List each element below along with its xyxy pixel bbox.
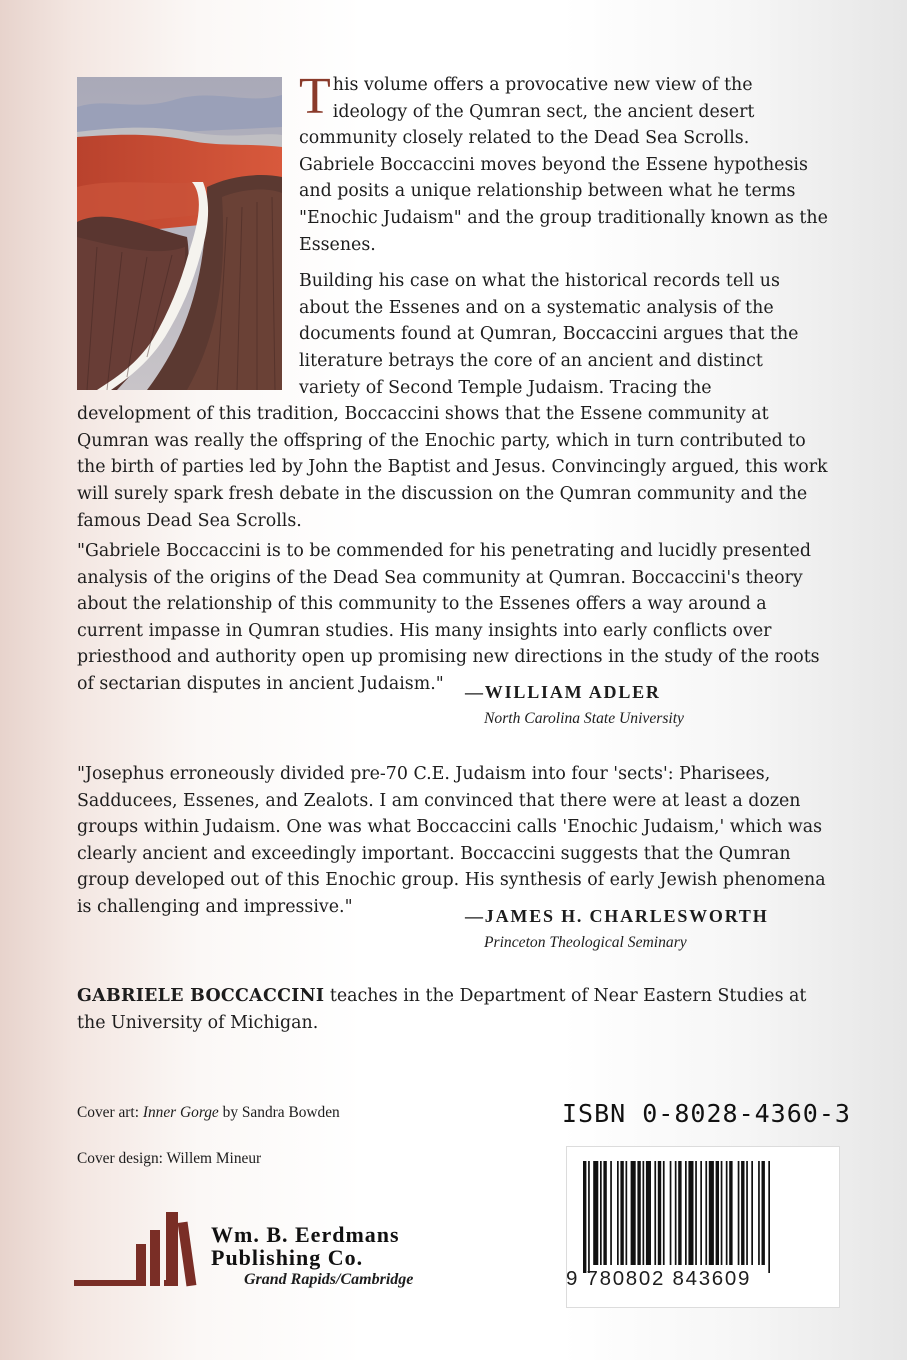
barcode-bar xyxy=(646,1161,651,1265)
publisher-name-line2: Publishing Co. xyxy=(211,1245,364,1270)
publisher-location: Grand Rapids/Cambridge xyxy=(244,1271,414,1288)
art-spacer xyxy=(77,72,299,388)
barcode-bar xyxy=(675,1161,677,1265)
author-bio-text: teaches in the Department of Near Eastern Studies at the University of Michigan. xyxy=(77,986,807,1033)
drop-cap: T xyxy=(299,68,331,125)
barcode-bar xyxy=(688,1161,693,1265)
barcode-bar xyxy=(600,1161,602,1265)
endorsement-adler-affiliation: North Carolina State University xyxy=(484,710,684,727)
barcode-bar xyxy=(758,1161,760,1265)
barcode-bar xyxy=(588,1161,590,1273)
cover-art-credit xyxy=(77,1104,340,1122)
barcode-bar xyxy=(768,1161,770,1273)
barcode-bar xyxy=(685,1161,687,1265)
author-name: GABRIELE BOCCACCINI xyxy=(77,986,325,1006)
barcode-bar xyxy=(626,1161,628,1265)
barcode-bar xyxy=(610,1161,612,1265)
publisher-logo-icon xyxy=(74,1208,199,1288)
cover-design-credit: Cover design: Willem Mineur xyxy=(77,1150,262,1167)
barcode-bar xyxy=(716,1161,719,1265)
barcode-bar xyxy=(670,1161,672,1265)
endorsement-charlesworth-name: —JAMES H. CHARLESWORTH xyxy=(465,906,769,926)
author-bio xyxy=(77,983,829,1036)
description-paragraph-1-text: his volume offers a provocative new view of the ideology of the Qumran sect, the ancient desert community closely related to the Dead Sea Scrolls. Gabriele Boccaccini moves beyond the Essene hypothesis and posits a unique relationship between what he terms "Enochic Judaism" and the group traditionally known as the Essenes. xyxy=(299,75,828,255)
barcode-bar xyxy=(762,1161,765,1265)
barcode-bar xyxy=(721,1161,723,1265)
barcode-bar xyxy=(741,1161,744,1265)
barcode-bar xyxy=(583,1161,586,1273)
barcode-bar xyxy=(637,1161,640,1265)
barcode-bar xyxy=(658,1161,661,1265)
cover-art-title: Inner Gorge xyxy=(142,1104,219,1121)
barcode-bar xyxy=(729,1161,732,1265)
barcode-bar xyxy=(705,1161,707,1265)
barcode-bar xyxy=(593,1161,598,1265)
isbn-label: ISBN 0-8028-4360-3 xyxy=(562,1099,851,1128)
barcode-bar xyxy=(746,1161,748,1265)
barcode-bar xyxy=(643,1161,645,1265)
barcode-bar xyxy=(709,1161,714,1265)
book-description xyxy=(77,68,829,544)
barcode-bar xyxy=(663,1161,665,1265)
barcode-bar xyxy=(678,1161,681,1265)
barcode-bar xyxy=(654,1161,656,1265)
barcode-bar xyxy=(695,1161,697,1265)
endorsement-charlesworth-affiliation: Princeton Theological Seminary xyxy=(484,934,687,951)
endorsement-adler-name: —WILLIAM ADLER xyxy=(465,682,661,702)
barcode-bar xyxy=(617,1161,619,1265)
barcode-bar xyxy=(620,1161,623,1265)
barcode-number: 9 780802 843609 xyxy=(566,1267,752,1290)
barcode-bar xyxy=(631,1161,636,1265)
cover-art-artist: by Sandra Bowden xyxy=(218,1104,340,1121)
endorsement-charlesworth-text: "Josephus erroneously divided pre-70 C.E. Judaism into four 'sects': Pharisees, Sadducees, Essenes, and Zealots. I am convinced that there were at least a dozen groups within Judaism. One was what Boccaccini calls 'Enochic Judaism,' which was clearly ancient and exceedingly important. Boccaccini suggests that the Qumran group developed out of this Enochic group. His synthesis of early Jewish phenomena is challenging and impressive." xyxy=(77,764,826,917)
publisher-name-line1: Wm. B. Eerdmans xyxy=(211,1222,400,1247)
barcode-bar xyxy=(700,1161,702,1265)
barcode-bar xyxy=(751,1161,753,1265)
barcode-bar xyxy=(726,1161,728,1265)
endorsement-adler-text: "Gabriele Boccaccini is to be commended for his penetrating and lucidly presented analysis of the origins of the Dead Sea community at Qumran. Boccaccini's theory about the relationship of this community to the Essenes offers a way around a current impasse in Qumran studies. His many insights into early conflicts over priesthood and authority open up promising new directions in the study of the roots of sectarian disputes in ancient Judaism." xyxy=(77,541,820,694)
barcode-bar xyxy=(603,1161,606,1265)
description-paragraph-2: Building his case on what the historical records tell us about the Essenes and on a systematic analysis of the documents found at Qumran, Boccaccini argues that the literature betrays the core of an ancient and distinct variety of Second Temple Judaism. Tracing the development of this tradition, Boccaccini shows that the Essene community at Qumran was really the offspring of the Enochic party, which in turn contributed to the birth of parties led by John the Baptist and Jesus. Convincingly argued, this work will surely spark fresh debate in the discussion on the Qumran community and the famous Dead Sea Scrolls. xyxy=(77,271,828,531)
barcode-bar xyxy=(738,1161,740,1265)
cover-art-label: Cover art: xyxy=(77,1104,143,1121)
